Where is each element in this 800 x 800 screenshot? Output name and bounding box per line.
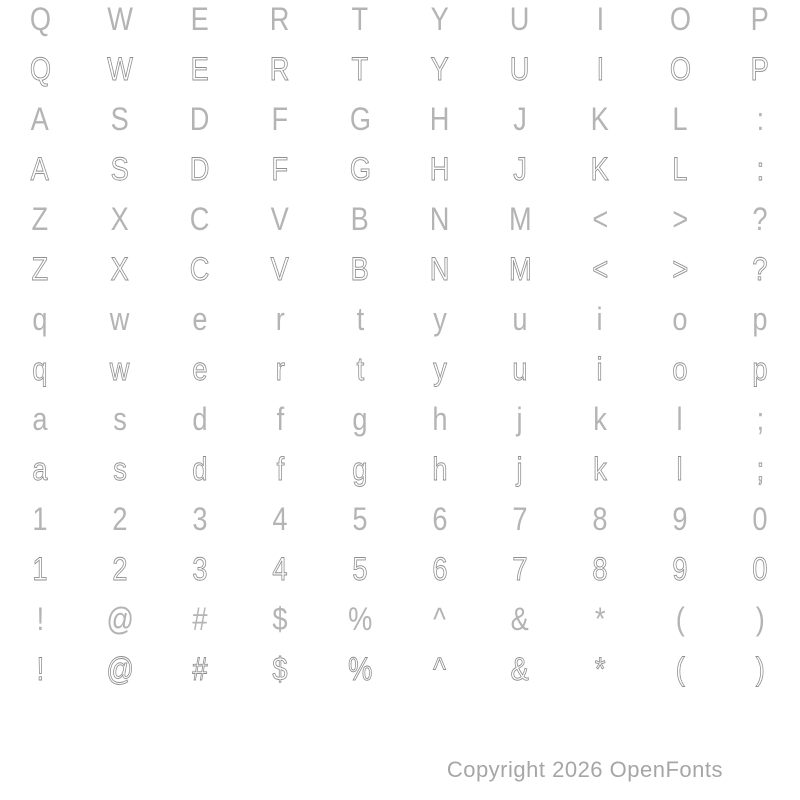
glyph-cell <box>640 544 720 594</box>
glyph-cell <box>720 644 800 694</box>
glyph: 6 <box>432 551 448 587</box>
glyph-cell <box>160 644 240 694</box>
glyph: K <box>590 101 610 137</box>
glyph-cell <box>720 444 800 494</box>
glyph-cell <box>720 494 800 544</box>
glyph-cell <box>720 544 800 594</box>
glyph-cell <box>320 244 400 294</box>
glyph: X <box>110 201 130 237</box>
glyph: E <box>190 51 210 87</box>
glyph: M <box>508 201 532 237</box>
glyph: 7 <box>512 501 528 537</box>
glyph: % <box>347 601 373 637</box>
glyph: a <box>32 451 48 487</box>
glyph-cell <box>320 444 400 494</box>
glyph-cell <box>80 594 160 644</box>
glyph: o <box>672 301 688 337</box>
glyph: P <box>750 1 770 37</box>
glyph-cell <box>0 394 80 444</box>
glyph: ) <box>755 651 765 687</box>
glyph: @ <box>106 651 134 687</box>
glyph-cell <box>640 194 720 244</box>
glyph-cell <box>400 194 480 244</box>
glyph: g <box>352 401 368 437</box>
glyph-cell <box>560 44 640 94</box>
glyph-cell <box>160 394 240 444</box>
glyph: < <box>592 201 608 237</box>
glyph: Y <box>430 1 450 37</box>
glyph-cell <box>160 494 240 544</box>
glyph: Q <box>29 51 51 87</box>
glyph: Z <box>31 201 49 237</box>
glyph: 0 <box>752 551 768 587</box>
glyph-cell <box>0 144 80 194</box>
glyph-cell <box>560 394 640 444</box>
glyph-cell <box>0 344 80 394</box>
glyph: w <box>110 351 130 387</box>
glyph-cell <box>320 394 400 444</box>
glyph: e <box>192 301 208 337</box>
glyph-cell <box>80 644 160 694</box>
glyph-cell <box>400 444 480 494</box>
glyph: > <box>672 251 688 287</box>
glyph: f <box>276 401 284 437</box>
glyph-cell <box>160 0 240 44</box>
glyph-cell <box>240 344 320 394</box>
glyph: q <box>32 301 48 337</box>
glyph: J <box>513 151 527 187</box>
glyph: C <box>190 251 210 287</box>
glyph: U <box>510 1 530 37</box>
glyph-cell <box>640 594 720 644</box>
glyph-cell <box>160 544 240 594</box>
glyph: h <box>432 401 448 437</box>
glyph-cell <box>240 144 320 194</box>
glyph: s <box>113 451 127 487</box>
glyph-cell <box>240 244 320 294</box>
glyph-cell <box>240 594 320 644</box>
glyph-cell <box>640 644 720 694</box>
glyph: E <box>190 1 210 37</box>
glyph: Q <box>29 1 51 37</box>
glyph: y <box>433 301 447 337</box>
glyph-cell <box>0 494 80 544</box>
glyph-cell <box>720 394 800 444</box>
glyph-row <box>0 494 800 544</box>
glyph: s <box>113 401 127 437</box>
glyph-cell <box>560 544 640 594</box>
glyph-cell <box>0 644 80 694</box>
glyph: ^ <box>433 601 447 637</box>
glyph: k <box>593 401 607 437</box>
glyph: H <box>430 101 450 137</box>
glyph-cell <box>400 94 480 144</box>
glyph-row <box>0 344 800 394</box>
glyph-cell <box>240 644 320 694</box>
glyph: & <box>510 651 530 687</box>
glyph-cell <box>480 444 560 494</box>
glyph-cell <box>320 594 400 644</box>
glyph-cell <box>640 94 720 144</box>
glyph-cell <box>400 494 480 544</box>
glyph-cell <box>0 0 80 44</box>
glyph: t <box>356 301 364 337</box>
glyph-cell <box>640 0 720 44</box>
glyph: u <box>512 351 528 387</box>
glyph-cell <box>320 294 400 344</box>
glyph-cell <box>80 194 160 244</box>
glyph-cell <box>720 194 800 244</box>
glyph-cell <box>480 0 560 44</box>
glyph: * <box>594 651 606 687</box>
glyph-cell <box>720 294 800 344</box>
glyph-cell <box>720 0 800 44</box>
glyph-cell <box>480 94 560 144</box>
glyph: ; <box>756 451 764 487</box>
glyph: O <box>669 51 691 87</box>
glyph-cell <box>240 294 320 344</box>
glyph-row <box>0 0 800 44</box>
glyph-cell <box>320 194 400 244</box>
glyph: # <box>192 651 208 687</box>
glyph-cell <box>640 44 720 94</box>
glyph-row <box>0 644 800 694</box>
glyph-cell <box>480 594 560 644</box>
glyph: @ <box>106 601 134 637</box>
copyright-notice: Copyright 2026 OpenFonts <box>446 757 723 782</box>
glyph-cell <box>240 44 320 94</box>
glyph: 3 <box>192 501 208 537</box>
glyph: 0 <box>752 501 768 537</box>
glyph-cell <box>320 94 400 144</box>
glyph: S <box>110 151 130 187</box>
glyph: f <box>276 451 284 487</box>
glyph: d <box>192 451 208 487</box>
glyph: 3 <box>192 551 208 587</box>
glyph: ? <box>752 201 768 237</box>
glyph: H <box>430 151 450 187</box>
glyph: D <box>190 151 210 187</box>
glyph-cell <box>240 94 320 144</box>
glyph-cell <box>720 594 800 644</box>
glyph: w <box>110 301 130 337</box>
glyph: ) <box>755 601 765 637</box>
glyph-cell <box>560 94 640 144</box>
glyph-cell <box>480 244 560 294</box>
glyph: A <box>30 151 50 187</box>
glyph: & <box>510 601 530 637</box>
glyph: r <box>275 351 285 387</box>
glyph-cell <box>560 644 640 694</box>
glyph-cell <box>480 644 560 694</box>
glyph-cell <box>160 294 240 344</box>
glyph: l <box>676 451 684 487</box>
glyph: 5 <box>352 501 368 537</box>
glyph: F <box>271 151 289 187</box>
glyph: 9 <box>672 501 688 537</box>
glyph: T <box>351 51 369 87</box>
glyph-cell <box>480 544 560 594</box>
glyph: J <box>513 101 527 137</box>
glyph-cell <box>720 44 800 94</box>
glyph-cell <box>400 244 480 294</box>
glyph-cell <box>400 644 480 694</box>
glyph: W <box>107 1 133 37</box>
glyph-cell <box>720 94 800 144</box>
glyph: # <box>192 601 208 637</box>
glyph-cell <box>80 44 160 94</box>
glyph-cell <box>720 344 800 394</box>
glyph-row <box>0 544 800 594</box>
glyph: 7 <box>512 551 528 587</box>
glyph-cell <box>400 44 480 94</box>
glyph: V <box>270 251 290 287</box>
glyph-cell <box>0 294 80 344</box>
glyph-cell <box>0 44 80 94</box>
glyph: 8 <box>592 551 608 587</box>
glyph-row <box>0 194 800 244</box>
glyph: 5 <box>352 551 368 587</box>
glyph: W <box>107 51 133 87</box>
glyph: ! <box>36 651 44 687</box>
glyph: j <box>516 451 524 487</box>
glyph-cell <box>480 44 560 94</box>
glyph: R <box>270 51 290 87</box>
glyph-cell <box>160 94 240 144</box>
glyph: 8 <box>592 501 608 537</box>
glyph-cell <box>80 394 160 444</box>
glyph-cell <box>80 494 160 544</box>
glyph: K <box>590 151 610 187</box>
glyph: M <box>508 251 532 287</box>
glyph-cell <box>0 194 80 244</box>
glyph: j <box>516 401 524 437</box>
glyph-cell <box>240 444 320 494</box>
glyph: V <box>270 201 290 237</box>
glyph-row <box>0 94 800 144</box>
glyph: y <box>433 351 447 387</box>
glyph: > <box>672 201 688 237</box>
glyph: G <box>349 151 371 187</box>
glyph-cell <box>640 344 720 394</box>
glyph: N <box>430 251 450 287</box>
glyph: < <box>592 251 608 287</box>
glyph-cell <box>560 344 640 394</box>
glyph: I <box>596 51 604 87</box>
glyph: p <box>752 351 768 387</box>
glyph-cell <box>480 344 560 394</box>
glyph: R <box>270 1 290 37</box>
glyph: 4 <box>272 501 288 537</box>
glyph: 1 <box>32 501 48 537</box>
glyph: U <box>510 51 530 87</box>
glyph-cell <box>480 294 560 344</box>
glyph: * <box>594 601 606 637</box>
glyph: : <box>756 101 764 137</box>
glyph-cell <box>0 544 80 594</box>
glyph: i <box>596 301 604 337</box>
glyph-cell <box>160 244 240 294</box>
glyph: $ <box>272 601 288 637</box>
glyph: G <box>349 101 371 137</box>
glyph-cell <box>400 394 480 444</box>
glyph: % <box>347 651 373 687</box>
glyph: D <box>190 101 210 137</box>
glyph-cell <box>640 444 720 494</box>
glyph-cell <box>640 244 720 294</box>
glyph-cell <box>400 294 480 344</box>
glyph-cell <box>80 94 160 144</box>
glyph-cell <box>160 44 240 94</box>
glyph: u <box>512 301 528 337</box>
glyph-cell <box>80 444 160 494</box>
glyph-cell <box>240 0 320 44</box>
glyph-cell <box>320 44 400 94</box>
glyph: B <box>350 251 370 287</box>
glyph-cell <box>320 544 400 594</box>
glyph-cell <box>560 0 640 44</box>
glyph-cell <box>0 444 80 494</box>
glyph-cell <box>160 594 240 644</box>
glyph-cell <box>640 144 720 194</box>
glyph-cell <box>160 144 240 194</box>
glyph: k <box>593 451 607 487</box>
glyph: S <box>110 101 130 137</box>
glyph: : <box>756 151 764 187</box>
glyph-cell <box>240 194 320 244</box>
glyph-cell <box>400 0 480 44</box>
glyph-cell <box>80 144 160 194</box>
glyph-cell <box>560 244 640 294</box>
glyph-cell <box>240 494 320 544</box>
glyph-cell <box>400 344 480 394</box>
glyph-cell <box>720 144 800 194</box>
glyph-cell <box>560 444 640 494</box>
glyph-cell <box>400 594 480 644</box>
glyph-cell <box>720 244 800 294</box>
glyph: q <box>32 351 48 387</box>
glyph-row <box>0 444 800 494</box>
glyph: I <box>596 1 604 37</box>
glyph: $ <box>272 651 288 687</box>
glyph: ? <box>752 251 768 287</box>
glyph: Y <box>430 51 450 87</box>
glyph-cell <box>400 544 480 594</box>
glyph-cell <box>640 294 720 344</box>
glyph-row <box>0 394 800 444</box>
glyph-cell <box>320 0 400 44</box>
glyph: ; <box>756 401 764 437</box>
glyph: N <box>430 201 450 237</box>
glyph: h <box>432 451 448 487</box>
glyph-cell <box>80 344 160 394</box>
glyph: p <box>752 301 768 337</box>
glyph-cell <box>480 194 560 244</box>
glyph: A <box>30 101 50 137</box>
glyph: L <box>672 151 688 187</box>
glyph: 2 <box>112 501 128 537</box>
glyph-cell <box>0 244 80 294</box>
glyph-cell <box>320 144 400 194</box>
glyph: r <box>275 301 285 337</box>
glyph: F <box>271 101 289 137</box>
glyph: 1 <box>32 551 48 587</box>
glyph-cell <box>240 544 320 594</box>
glyph: P <box>750 51 770 87</box>
glyph: e <box>192 351 208 387</box>
glyph-cell <box>640 394 720 444</box>
glyph: L <box>672 101 688 137</box>
glyph-cell <box>80 294 160 344</box>
glyph-row <box>0 294 800 344</box>
glyph: ! <box>36 601 44 637</box>
glyph-cell <box>480 394 560 444</box>
glyph-cell <box>320 644 400 694</box>
glyph-cell <box>560 144 640 194</box>
glyph: 9 <box>672 551 688 587</box>
glyph: t <box>356 351 364 387</box>
glyph: ( <box>675 601 685 637</box>
glyph-cell <box>320 344 400 394</box>
glyph-row <box>0 144 800 194</box>
glyph: 4 <box>272 551 288 587</box>
glyph: 2 <box>112 551 128 587</box>
glyph-cell <box>160 194 240 244</box>
glyph: i <box>596 351 604 387</box>
glyph: T <box>351 1 369 37</box>
glyph: O <box>669 1 691 37</box>
glyph-cell <box>160 344 240 394</box>
glyph: ( <box>675 651 685 687</box>
glyph-cell <box>400 144 480 194</box>
glyph-cell <box>0 594 80 644</box>
glyph: B <box>350 201 370 237</box>
glyph: ^ <box>433 651 447 687</box>
glyph-cell <box>240 394 320 444</box>
glyph-row <box>0 594 800 644</box>
glyph-cell <box>560 294 640 344</box>
glyph-cell <box>640 494 720 544</box>
glyph: C <box>190 201 210 237</box>
glyph-cell <box>480 144 560 194</box>
glyph-cell <box>0 94 80 144</box>
glyph-cell <box>320 494 400 544</box>
glyph-row <box>0 44 800 94</box>
glyph-cell <box>80 0 160 44</box>
glyph: o <box>672 351 688 387</box>
glyph-cell <box>560 194 640 244</box>
glyph-cell <box>80 544 160 594</box>
glyph: a <box>32 401 48 437</box>
glyph: X <box>110 251 130 287</box>
glyph-cell <box>80 244 160 294</box>
glyph-cell <box>560 594 640 644</box>
glyph-cell <box>480 494 560 544</box>
glyph-row <box>0 244 800 294</box>
glyph: d <box>192 401 208 437</box>
glyph: l <box>676 401 684 437</box>
glyph-cell <box>560 494 640 544</box>
glyph: 6 <box>432 501 448 537</box>
glyph: g <box>352 451 368 487</box>
glyph-cell <box>160 444 240 494</box>
glyph: Z <box>31 251 49 287</box>
